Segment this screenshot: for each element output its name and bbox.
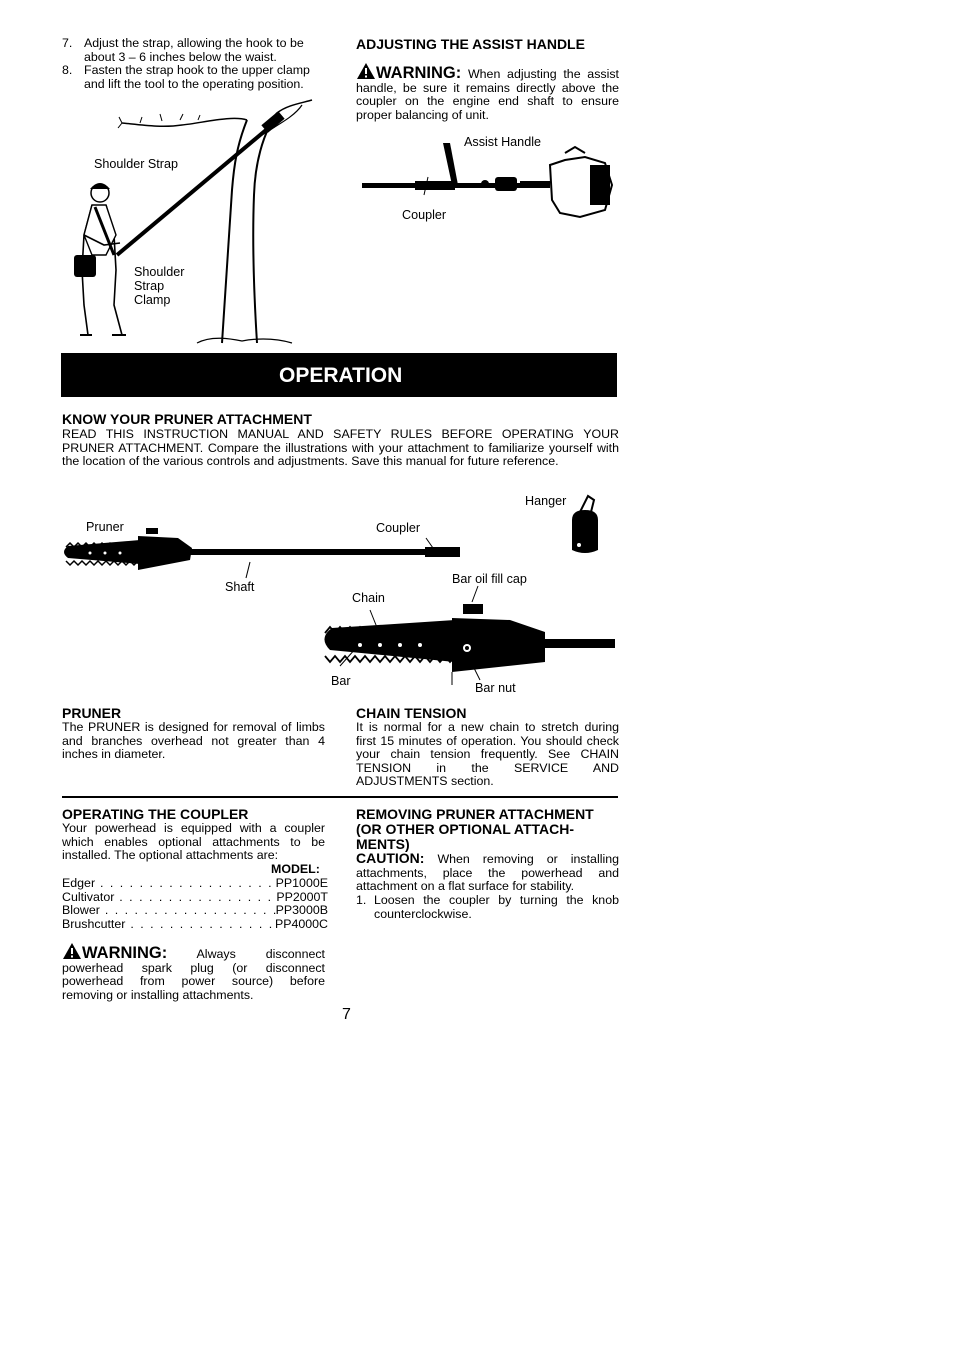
attachment-name: Blower (62, 903, 100, 918)
page-number: 7 (342, 1006, 351, 1023)
removing-attachment-heading (356, 807, 594, 852)
assist-handle-label: Assist Handle (464, 135, 541, 149)
chain-label: Chain (352, 591, 385, 605)
attachment-name: Edger (62, 876, 96, 890)
attachment-name: Brushcutter (62, 916, 126, 931)
operator-with-pruner-illustration (62, 95, 332, 345)
step-number: 1. (356, 893, 367, 907)
caution-text: When removing or installing attachments, place the powerhead and attachment on a flat surface for stability. (356, 852, 619, 894)
bar-oil-fill-cap-label: Bar oil fill cap (452, 572, 527, 586)
model-row (62, 904, 328, 918)
bar-label: Bar (331, 674, 351, 688)
assist-handle-heading: ADJUSTING THE ASSIST HANDLE (356, 36, 585, 52)
pruner-heading: PRUNER (62, 705, 122, 721)
shaft-label: Shaft (225, 580, 255, 594)
clamp-label-line3: Clamp (134, 293, 171, 307)
pruner-text: The PRUNER is designed for removal of limbs and branches overhead not greater than 4 inches in diameter. (62, 720, 325, 762)
assist-handle-warning (356, 62, 619, 122)
know-your-pruner-text: READ THIS INSTRUCTION MANUAL AND SAFETY RULES BEFORE OPERATING YOUR PRUNER ATTACHMENT. Compare the illustrations with your attachment to familiarize yourself with the location of the various controls and adjustments. Save this manual for future reference. (62, 427, 619, 469)
warning-triangle-icon (62, 942, 82, 960)
coupler-diagram-label: Coupler (376, 521, 421, 535)
step-text: Loosen the coupler by turning the knob counterclockwise. (374, 893, 619, 921)
removing-steps-list (356, 894, 619, 921)
chain-tension-text: It is normal for a new chain to stretch during first 15 minutes of operation. You should check your chain tension frequently. See CHAIN TENSION in the SERVICE AND ADJUSTMENTS section. (356, 720, 619, 789)
model-row (62, 918, 328, 932)
clamp-label-line1: Shoulder (134, 265, 185, 279)
bar-nut-label: Bar nut (475, 681, 516, 695)
model-row (62, 877, 328, 891)
warning-triangle-icon (356, 62, 376, 80)
coupler-warning (62, 942, 325, 1002)
attachment-model: PP4000C (274, 916, 328, 931)
operating-coupler-heading: OPERATING THE COUPLER (62, 806, 249, 822)
attachment-model: PP3000B (275, 903, 328, 918)
chain-tension-heading: CHAIN TENSION (356, 705, 467, 721)
heading-line3: MENTS) (356, 836, 410, 852)
warning-text: Always disconnect powerhead spark plug (or disconnect powerhead from power source) before removing or installing attachments. (62, 947, 325, 1002)
attachment-model-list (62, 877, 328, 931)
step-text: Adjust the strap, allowing the hook to be about 3 – 6 inches below the waist. (84, 36, 304, 64)
removing-step-1 (356, 894, 619, 921)
step-8 (62, 64, 328, 91)
strap-steps-list (62, 37, 328, 91)
pruner-label: Pruner (86, 520, 124, 534)
hanger-label: Hanger (525, 494, 567, 508)
operating-coupler-text: Your powerhead is equipped with a coupler which enables optional attachments to be installed. The optional attachments are: (62, 821, 325, 863)
attachment-name: Cultivator (62, 889, 115, 904)
heading-line2: (OR OTHER OPTIONAL ATTACH- (356, 821, 575, 837)
warning-word: WARNING: (82, 944, 168, 962)
caution-word: CAUTION: (356, 850, 425, 866)
removing-caution (356, 852, 619, 894)
step-number: 7. (62, 36, 73, 50)
clamp-label-line2: Strap (134, 279, 165, 293)
attachment-model: PP2000T (276, 889, 328, 904)
shoulder-strap-clamp-label (134, 265, 184, 307)
step-text: Fasten the strap hook to the upper clamp and lift the tool to the operating position. (84, 63, 310, 91)
step-number: 8. (62, 63, 73, 78)
step-7 (62, 37, 328, 64)
section-divider (62, 796, 618, 798)
attachment-model: PP1000E (275, 876, 328, 890)
model-row (62, 891, 328, 905)
shoulder-strap-label: Shoulder Strap (94, 157, 179, 171)
operation-title: OPERATION (279, 364, 403, 387)
model-column-header: MODEL: (271, 862, 320, 876)
know-your-pruner-heading: KNOW YOUR PRUNER ATTACHMENT (62, 411, 312, 427)
coupler-label: Coupler (402, 208, 447, 222)
warning-text: When adjusting the assist handle, be sure it remains directly above the coupler on the engine end shaft to ensure proper balancing of unit. (356, 67, 619, 122)
pruner-parts-diagram (60, 490, 620, 690)
operation-banner (61, 353, 617, 397)
heading-line1: REMOVING PRUNER ATTACHMENT (356, 806, 594, 822)
warning-word: WARNING: (376, 64, 462, 82)
